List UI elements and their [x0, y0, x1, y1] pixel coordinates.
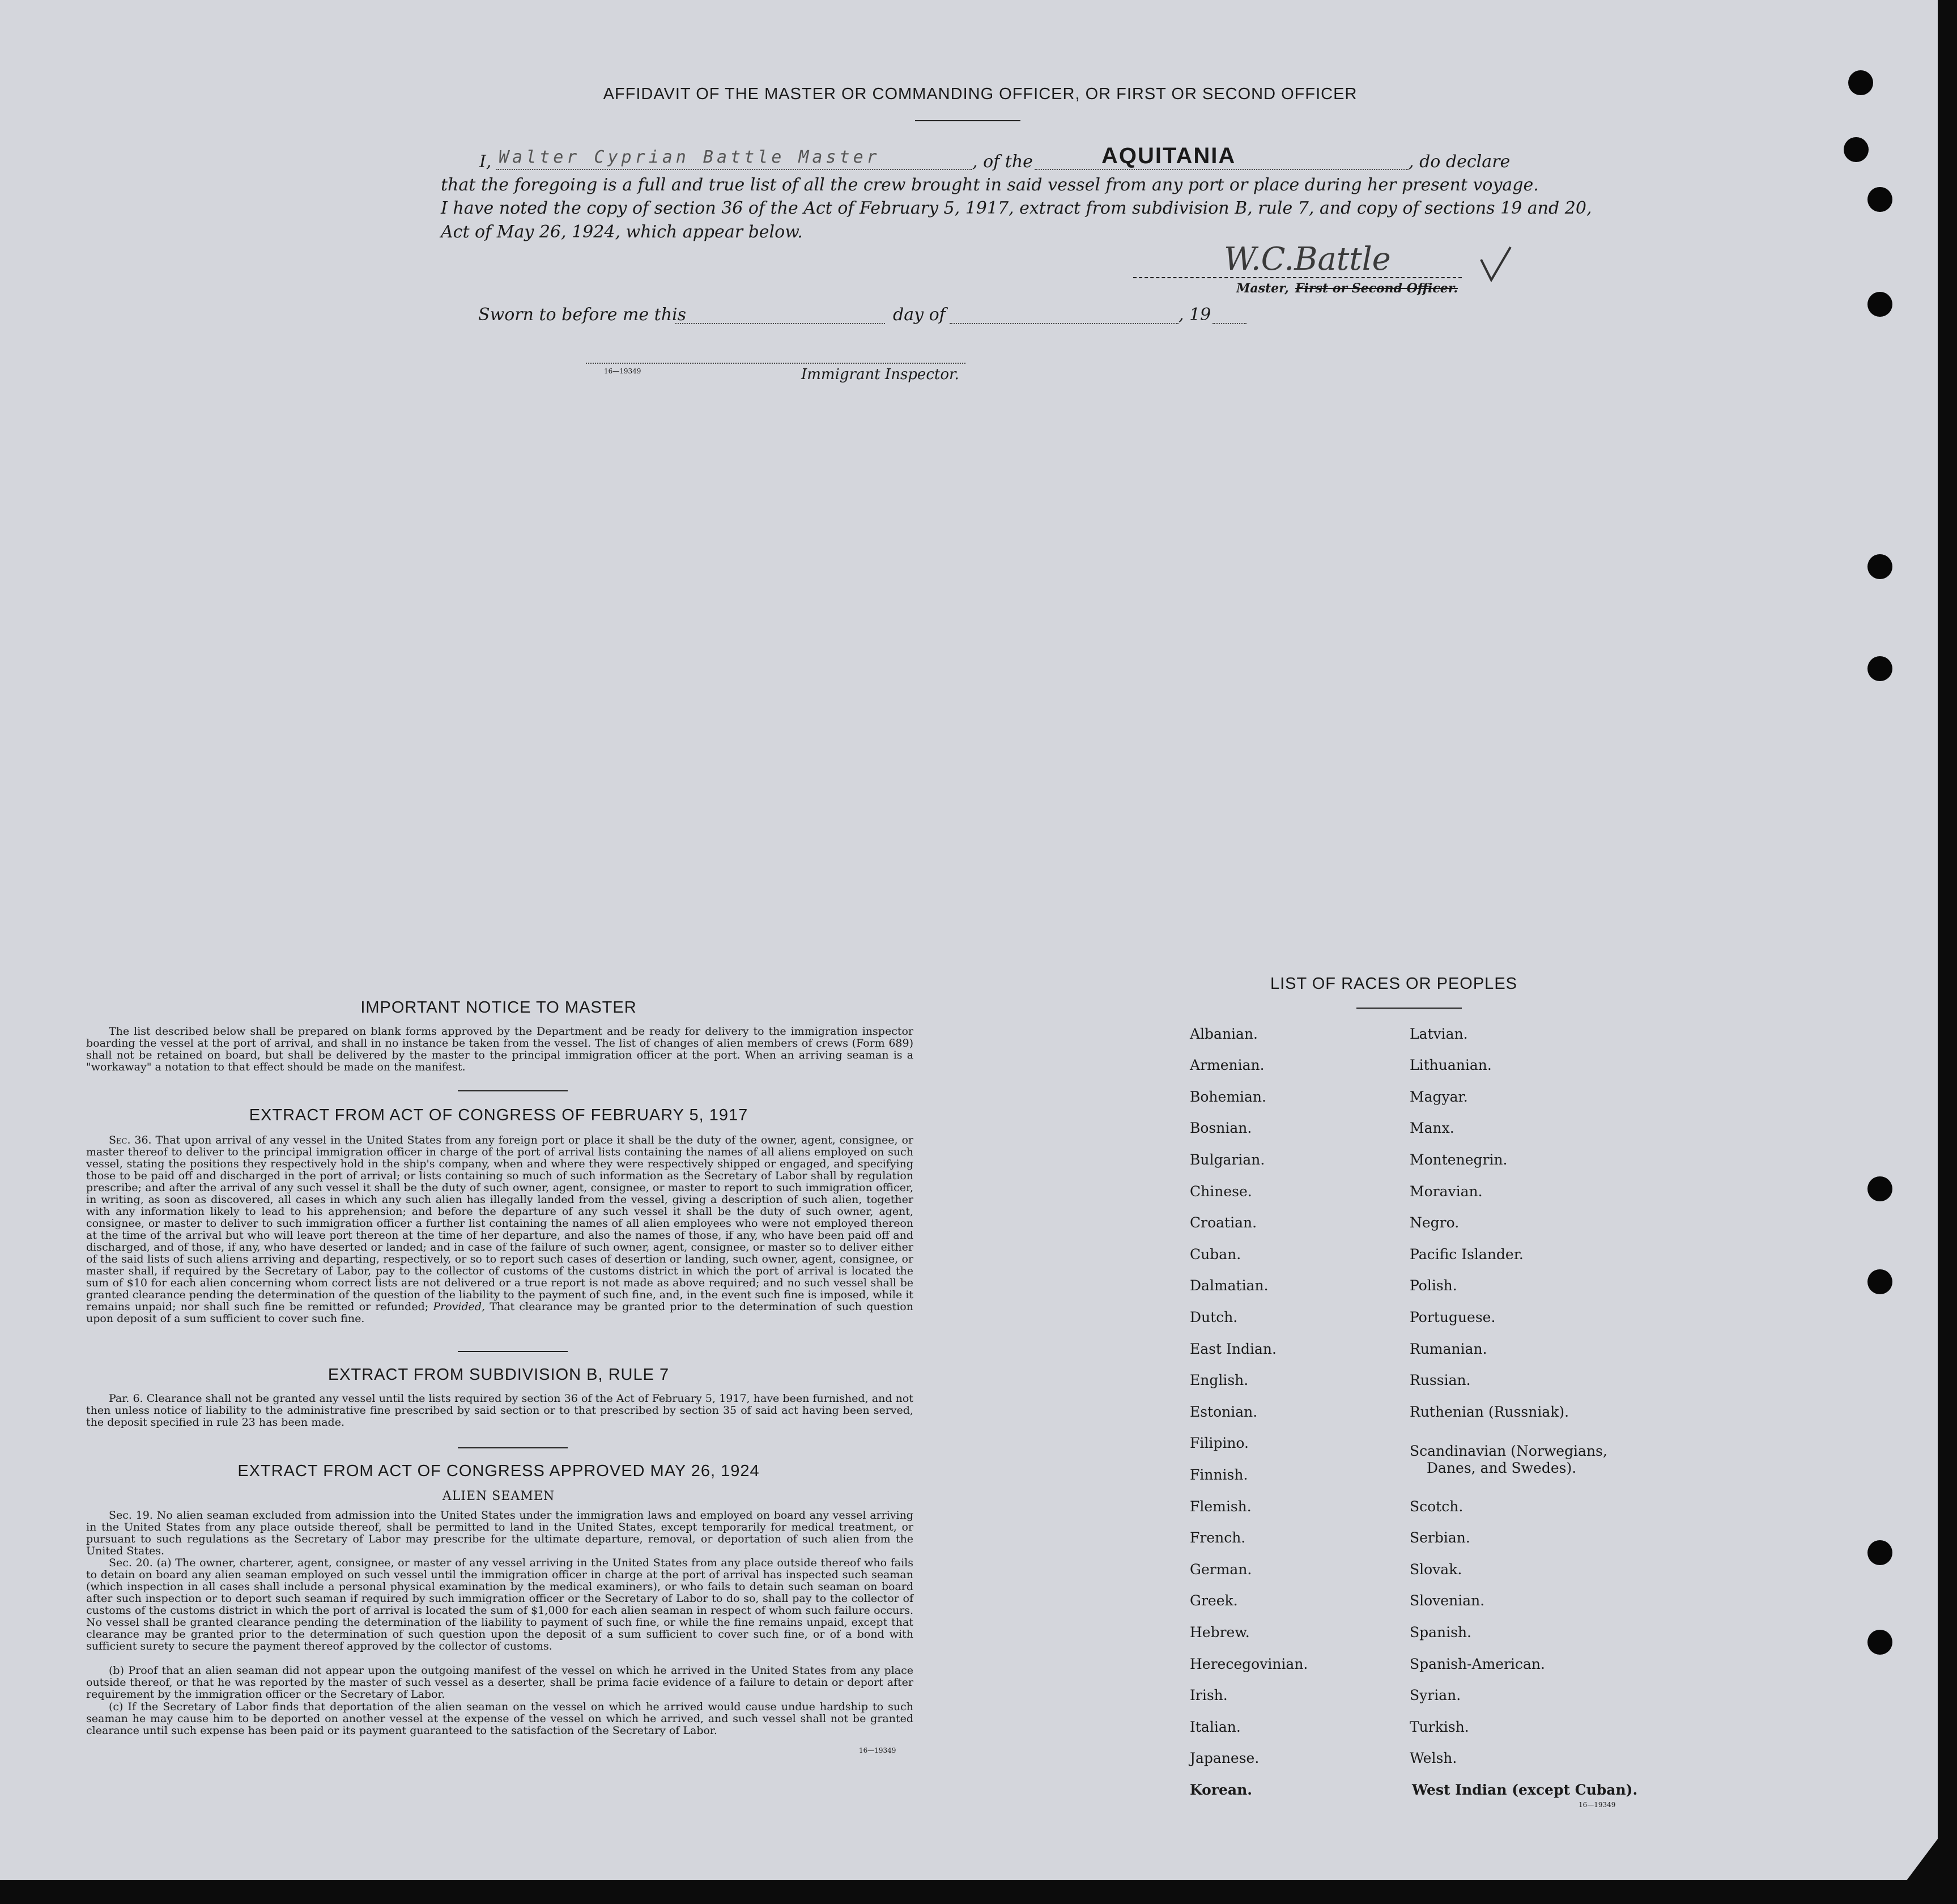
punch-hole: [1867, 187, 1892, 212]
race-item: Negro.: [1410, 1214, 1460, 1231]
extract-1917-title: EXTRACT FROM ACT OF CONGRESS OF FEBRUARY 5, 1917: [249, 1106, 748, 1124]
day-of-label: day of: [893, 305, 946, 325]
sec-36-provided: Provided,: [433, 1300, 486, 1313]
of-the-label: , of the: [972, 152, 1033, 172]
race-item: Syrian.: [1410, 1687, 1461, 1703]
signature-line: [1133, 277, 1462, 278]
race-item: Croatian.: [1190, 1214, 1257, 1231]
race-item: Welsh.: [1410, 1750, 1457, 1766]
extract-1924-title: EXTRACT FROM ACT OF CONGRESS APPROVED MAY 26, 1924: [237, 1462, 760, 1480]
race-item: Moravian.: [1410, 1183, 1483, 1200]
master-name-handwritten: Walter Cyprian Battle Master: [499, 147, 880, 167]
affidavit-line-3: I have noted the copy of section 36 of the Act of February 5, 1917, extract from subdivision B, rule 7, and copy of sections 19 and 20,: [441, 198, 1592, 218]
sworn-day-line: [675, 323, 885, 324]
sworn-month-line: [950, 323, 1179, 324]
race-item: Japanese.: [1190, 1750, 1260, 1766]
punch-hole: [1867, 1630, 1892, 1655]
subdivision-b-divider: [458, 1447, 568, 1448]
race-item: Manx.: [1410, 1120, 1454, 1136]
race-item: Slovenian.: [1410, 1592, 1485, 1609]
signature-caption-master: Master,: [1236, 281, 1289, 296]
race-item: Lithuanian.: [1410, 1057, 1492, 1073]
race-item: Danes, and Swedes).: [1427, 1460, 1577, 1476]
year-prefix: , 19: [1179, 305, 1211, 325]
notice-divider: [458, 1090, 568, 1091]
notice-title: IMPORTANT NOTICE TO MASTER: [360, 998, 637, 1017]
do-declare-label: , do declare: [1409, 152, 1511, 172]
punch-hole: [1867, 292, 1892, 317]
title-divider: [915, 120, 1020, 121]
race-item: Scotch.: [1410, 1498, 1464, 1515]
punch-hole: [1867, 1269, 1892, 1294]
race-item: Ruthenian (Russniak).: [1410, 1404, 1569, 1420]
affidavit-title: AFFIDAVIT OF THE MASTER OR COMMANDING OFFICER, OR FIRST OR SECOND OFFICER: [603, 85, 1358, 103]
affidavit-line-2: that the foregoing is a full and true list of all the crew brought in said vessel from any port or place during her present voyage.: [441, 175, 1539, 195]
affidavit-i-label: I,: [479, 152, 492, 172]
race-item: English.: [1190, 1372, 1249, 1388]
punch-hole: [1867, 656, 1892, 681]
race-item: Hebrew.: [1190, 1624, 1250, 1640]
form-number-left: 16—19349: [859, 1746, 896, 1754]
sec-20c-text: (c) If the Secretary of Labor finds that deportation of the alien seaman on the vessel on which he arrived would cause undue hardship to such seaman he may cause him to be deported on another vessel at the expense of the vessel on which he arrived, and such vessel shall not be granted clearance until such expense has been paid or its payment guaranteed to the satisfaction of the Secretary of Labor.: [86, 1701, 913, 1737]
sec-20a-text: Sec. 20. (a) The owner, charterer, agent, consignee, or master of any vessel arriving in the United States from any place outside thereof who fails to detain on board any alien seaman employed on such vessel until the immigration officer in charge at the port of arrival has inspected such seaman (which inspection in all cases shall include a personal physical examination by the medical examiners), or who fails to detain such seaman on board after such inspection or to deport such seaman if required by such immigration officer or the Secretary of Labor to do so, shall pay to the collector of customs of the customs district in which the port of arrival is located the sum of $1,000 for each alien seaman in respect of whom such failure occurs. No vessel shall be granted clearance pending the determination of the liability to payment of such fine, or while the fine remains unpaid, except that clearance may be granted prior to the determination of such question upon the deposit of a sum sufficient to cover such fine, or of a bond with sufficient surety to secure the payment thereof approved by the collector of customs.: [86, 1557, 913, 1652]
sec-36-end: That clearance may be granted prior to the determination of such question upon deposit of a sum sufficient to cover such fine.: [86, 1300, 913, 1325]
race-item: Magyar.: [1410, 1089, 1468, 1105]
race-item: Filipino.: [1190, 1435, 1249, 1451]
race-item: Flemish.: [1190, 1498, 1252, 1515]
race-item: Spanish-American.: [1410, 1656, 1545, 1672]
race-item: Greek.: [1190, 1592, 1238, 1609]
affidavit-line-4: Act of May 26, 1924, which appear below.: [441, 222, 803, 242]
punch-hole: [1848, 70, 1873, 95]
punch-hole: [1867, 1176, 1892, 1201]
signature-handwritten: W.C.Battle: [1224, 241, 1391, 278]
race-item: Pacific Islander.: [1410, 1246, 1524, 1263]
race-item: Polish.: [1410, 1277, 1457, 1294]
race-item: Serbian.: [1410, 1529, 1470, 1546]
year-line: [1213, 323, 1246, 324]
race-item: Montenegrin.: [1410, 1151, 1508, 1168]
race-item: Scandinavian (Norwegians,: [1410, 1443, 1607, 1459]
race-item: Bosnian.: [1190, 1120, 1252, 1136]
punch-hole: [1867, 554, 1892, 579]
race-item: German.: [1190, 1561, 1252, 1578]
punch-hole: [1844, 137, 1869, 162]
sec-36-body: That upon arrival of any vessel in the United States from any foreign port or place it shall be the duty of the owner, agent, consignee, or master thereof to deliver to the principal immigration officer in charge of the port of arrival lists containing the names of all aliens employed on such vessel, stating the positions they respectively hold in the ship's company, when and where they were respectively shipped or engaged, and specifying those to be paid off and discharged in the port of arrival; or lists containing so much of such information as the Secretary of Labor shall by regulation prescribe; and after the arrival of any such vessel it shall be the duty of such owner, agent, consignee, or master to report to such immigration officer, in writing, as soon as discovered, all cases in which any such alien has illegally landed from the vessel, giving a description of such alien, together with any information likely to lead to his apprehension; and before the departure of any such vessel it shall be the duty of such owner, agent, consignee, or master to deliver to such immigration officer a further list containing the names of all alien employees who were not employed thereon at the time of the arrival but who will leave port thereon at the time of her departure, and also the names of those, if any, who have been paid off and discharged, and of those, if any, who have deserted or landed; and in case of the failure of such owner, agent, consignee, or master so to deliver either of the said lists of such aliens arriving and departing, respectively, or so to report such cases of desertion or landing, such owner, agent, consignee, or master shall, if required by the Secretary of Labor, pay to the collector of customs of the customs district in which the port of arrival is located the sum of $10 for each alien concerning whom correct lists are not delivered or a true report is not made as above required; and no such vessel shall be granted clearance pending the determination of the question of the liability to the payment of such fine, and, in the event such fine is imposed, while it remains unpaid; nor shall such fine be remitted or refunded;: [86, 1134, 913, 1313]
sec-20b-text: (b) Proof that an alien seaman did not appear upon the outgoing manifest of the vessel on which he arrived in the United States from any place outside thereof, or that he was reported by the master of such vessel as a deserter, shall be prima facie evidence of a failure to detain or deport after requirement by the immigration officer or the Secretary of Labor.: [86, 1664, 913, 1701]
signature-caption-struck: First or Second Officer.: [1295, 281, 1458, 296]
race-item: Armenian.: [1190, 1057, 1265, 1073]
race-item: Rumanian.: [1410, 1341, 1487, 1357]
sec-36-label: Sec. 36.: [109, 1134, 152, 1146]
race-item: Latvian.: [1410, 1026, 1468, 1042]
form-number-top: 16—19349: [604, 367, 641, 375]
subdivision-b-text: Par. 6. Clearance shall not be granted any vessel until the lists required by section 36 of the Act of February 5, 1917, have been furnished, and not then unless notice of liability to the administrative fine prescribed by said section or to that prescribed by section 35 of said act having been served, the deposit specified in rule 23 has been made.: [86, 1392, 913, 1429]
race-item: Turkish.: [1410, 1719, 1469, 1735]
notice-text: The list described below shall be prepared on blank forms approved by the Department and be ready for delivery to the immigration inspector boarding the vessel at the port of arrival, and shall in no instance be taken from the vessel. The list of changes of alien members of crews (Form 689) shall not be retained on board, but shall be delivered by the master to the principal immigration officer at the port. When an arriving seaman is a "workaway" a notation to that effect should be made on the manifest.: [86, 1025, 913, 1073]
race-item: Russian.: [1410, 1372, 1471, 1388]
race-item: Bulgarian.: [1190, 1151, 1265, 1168]
punch-hole: [1867, 1540, 1892, 1565]
race-item: Estonian.: [1190, 1404, 1258, 1420]
race-item: Slovak.: [1410, 1561, 1462, 1578]
race-item: Albanian.: [1190, 1026, 1258, 1042]
race-item: East Indian.: [1190, 1341, 1277, 1357]
race-item: Dalmatian.: [1190, 1277, 1269, 1294]
inspector-signature-line: [586, 363, 965, 364]
race-item: Herecegovinian.: [1190, 1656, 1308, 1672]
form-number-right: 16—19349: [1579, 1801, 1616, 1809]
signature-check-mark: [1479, 245, 1513, 284]
extract-1917-divider: [458, 1351, 568, 1352]
races-divider: [1356, 1008, 1462, 1009]
extract-1924-subtitle: ALIEN SEAMEN: [442, 1489, 555, 1503]
master-name-line: [496, 169, 972, 170]
race-item: Finnish.: [1190, 1467, 1248, 1483]
vessel-line: [1035, 169, 1409, 170]
race-item: French.: [1190, 1529, 1246, 1546]
sec-19-text: Sec. 19. No alien seaman excluded from admission into the United States under the immigration laws and employed on board any vessel arriving in the United States from any place outside thereof, shall be permitted to land in the United States, except temporarily for medical treatment, or pursuant to such regulations as the Secretary of Labor may prescribe for the ultimate departure, removal, or deportation of such alien from the United States.: [86, 1509, 913, 1557]
race-item: Bohemian.: [1190, 1089, 1266, 1105]
race-item: Cuban.: [1190, 1246, 1241, 1263]
race-item: Irish.: [1190, 1687, 1228, 1703]
sworn-label: Sworn to before me this: [478, 305, 687, 325]
race-item: Portuguese.: [1410, 1309, 1496, 1325]
inspector-label: Immigrant Inspector.: [801, 366, 959, 383]
race-item: Dutch.: [1190, 1309, 1238, 1325]
vessel-name: AQUITANIA: [1101, 143, 1236, 168]
race-item: Spanish.: [1410, 1624, 1472, 1640]
race-item: Italian.: [1190, 1719, 1241, 1735]
extract-1917-text: [86, 1134, 913, 1325]
races-title: LIST OF RACES OR PEOPLES: [1270, 975, 1518, 993]
race-item: Chinese.: [1190, 1183, 1252, 1200]
subdivision-b-title: EXTRACT FROM SUBDIVISION B, RULE 7: [327, 1366, 670, 1384]
race-item: Korean.: [1190, 1782, 1253, 1798]
race-item: West Indian (except Cuban).: [1412, 1782, 1638, 1798]
